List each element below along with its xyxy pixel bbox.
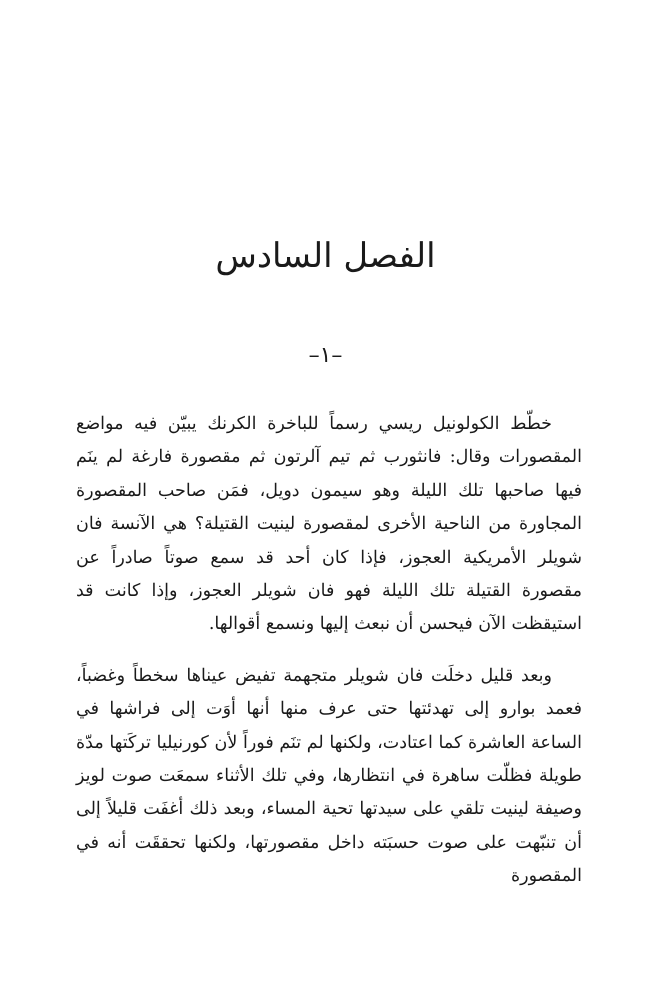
paragraph-1: خطّط الكولونيل ريسي رسماً للباخرة الكرنك يبيّن فيه مواضع المقصورات وقال: فانثورب ثم تيم آلرتون ثم مقصورة فارغة لم ينَم فيها صاحبها تلك الليلة وهو سيمون دويل، فمَن صاحب المقصورة المجاورة من الناحية الأخرى لمقصورة لينيت القتيلة؟ هي الآنسة فان شويلر الأمريكية العجوز، فإذا كان أحد قد سمع صوتاً صادراً عن مقصورة القتيلة تلك الليلة فهو فان شويلر العجوز، وإذا كانت قد استيقظت الآن فيحسن أن نبعث إليها ونسمع أقوالها. [76,414,582,635]
chapter-title: الفصل السادس [215,236,436,276]
section-number: –١– [308,343,343,368]
body-text [76,408,582,912]
paragraph-2: وبعد قليل دخلَت فان شويلر متجهمة تفيض عيناها سخطاً وغضباً، فعمد بوارو إلى تهدئتها حتى عرف منها أنها أوَت إلى فراشها في الساعة العاشرة كما اعتادت، ولكنها لم تنَم فوراً لأن كورنيليا تركَتها مدّة طويلة فظلّت ساهرة في انتظارها، وفي تلك الأثناء سمعَت صوت لويز وصيفة لينيت تلقي على سيدتها تحية المساء، وبعد ذلك أغفَت قليلاً إلى أن تنبّهت على صوت حسبَته داخل مقصورتها، ولكنها تحققَت أنه في المقصورة [76,665,582,887]
